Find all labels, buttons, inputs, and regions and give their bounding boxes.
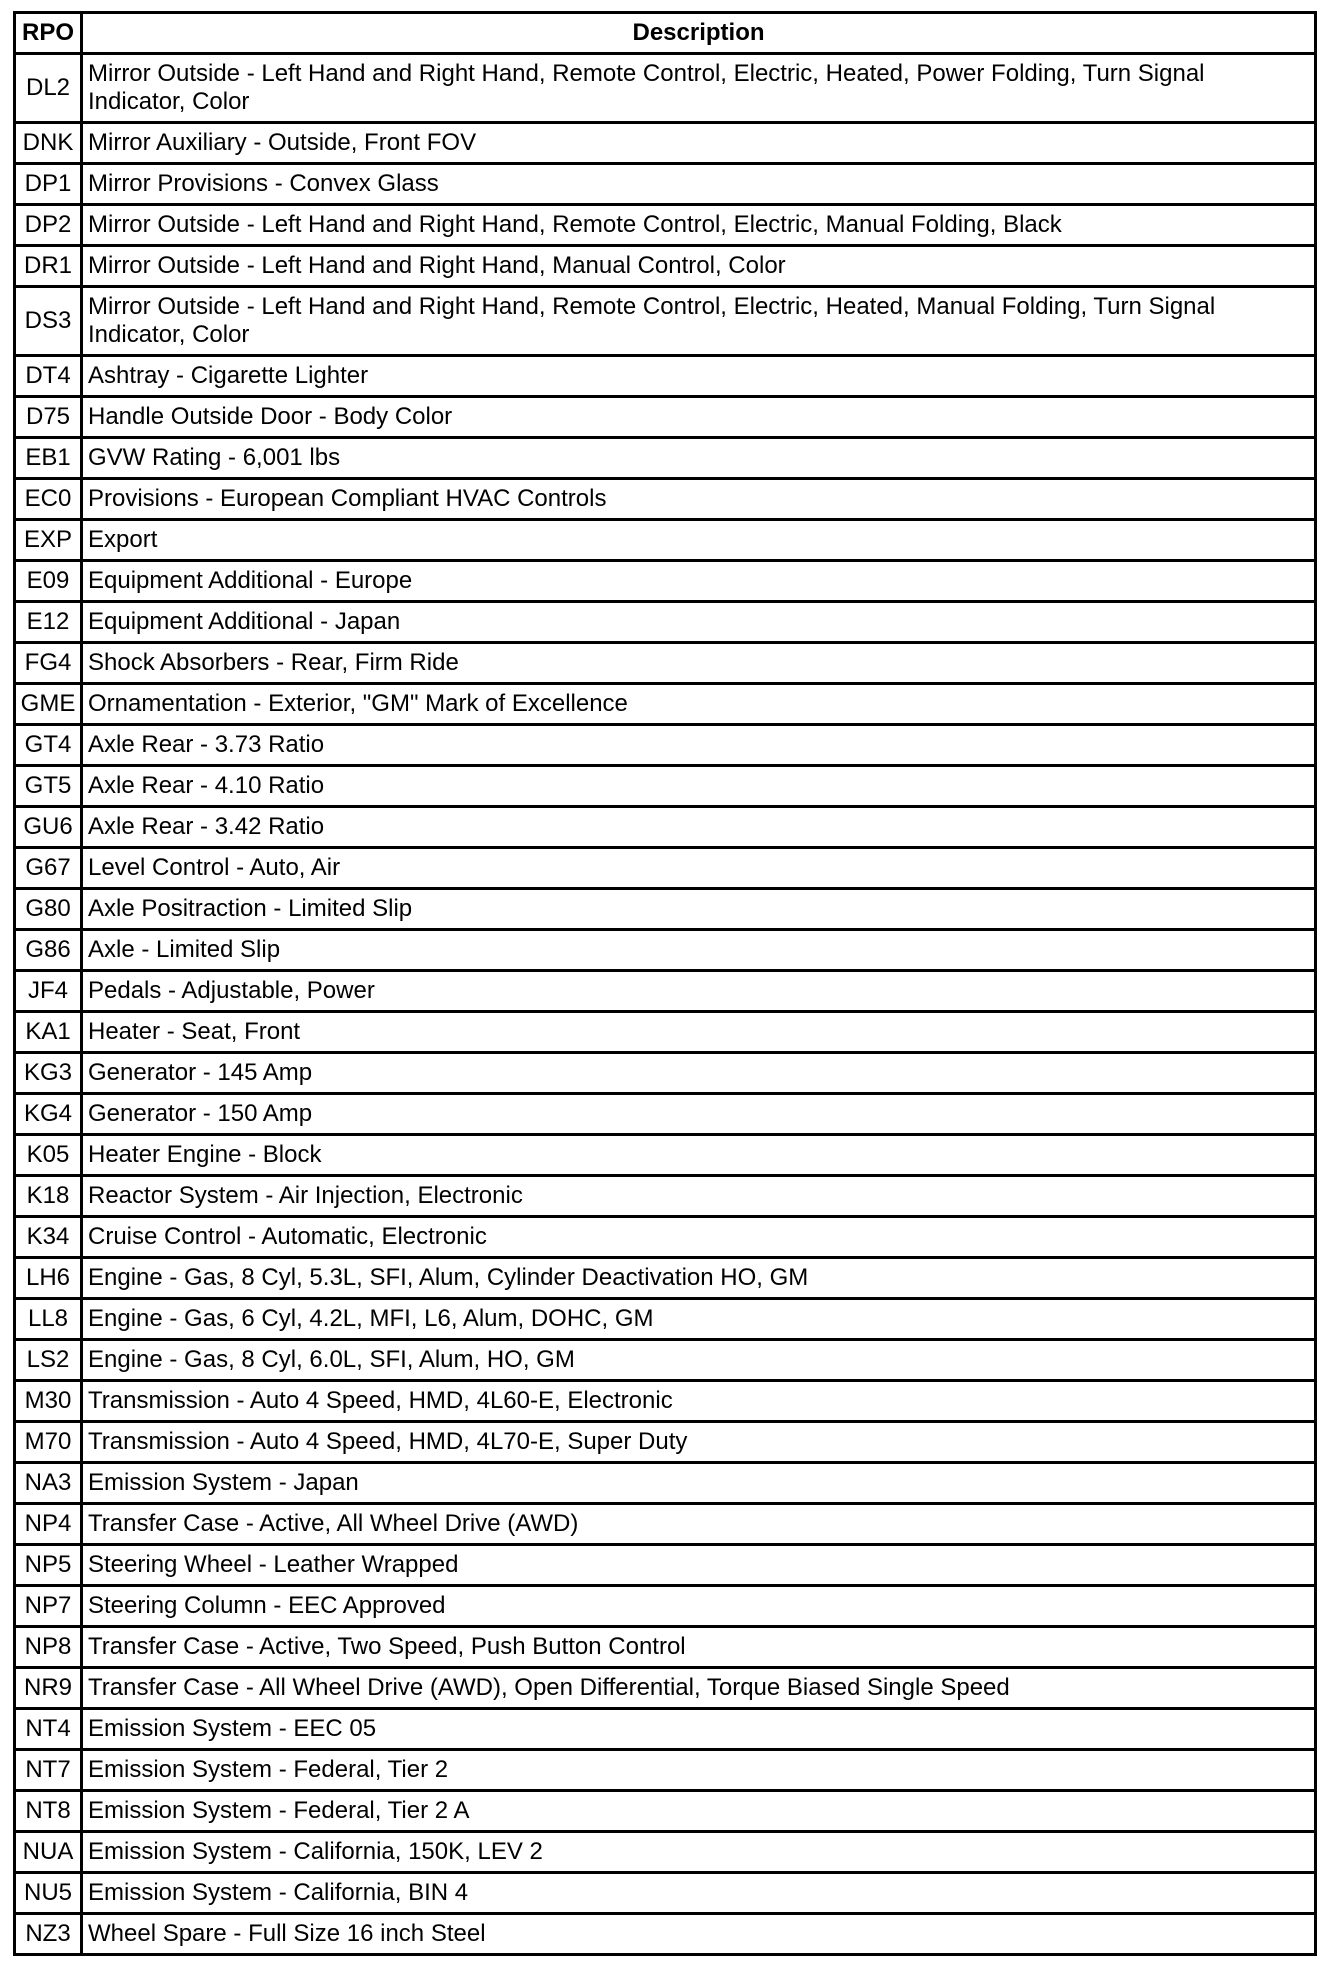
table-row [15, 287, 1316, 356]
rpo-description: Provisions - European Compliant HVAC Controls [82, 479, 1316, 520]
rpo-code: EB1 [15, 438, 82, 479]
rpo-description: Transfer Case - All Wheel Drive (AWD), Open Differential, Torque Biased Single Speed [82, 1668, 1316, 1709]
rpo-code: LL8 [15, 1299, 82, 1340]
rpo-code: M70 [15, 1422, 82, 1463]
rpo-description: Engine - Gas, 8 Cyl, 5.3L, SFI, Alum, Cylinder Deactivation HO, GM [82, 1258, 1316, 1299]
rpo-description: Transmission - Auto 4 Speed, HMD, 4L60-E, Electronic [82, 1381, 1316, 1422]
rpo-code: M30 [15, 1381, 82, 1422]
table-row [15, 356, 1316, 397]
rpo-description: Steering Wheel - Leather Wrapped [82, 1545, 1316, 1586]
rpo-code: KG4 [15, 1094, 82, 1135]
rpo-description: Steering Column - EEC Approved [82, 1586, 1316, 1627]
rpo-code: JF4 [15, 971, 82, 1012]
rpo-code: GME [15, 684, 82, 725]
rpo-description: Axle - Limited Slip [82, 930, 1316, 971]
rpo-code: DP2 [15, 205, 82, 246]
rpo-code: DNK [15, 123, 82, 164]
rpo-description: Equipment Additional - Europe [82, 561, 1316, 602]
table-row [15, 1299, 1316, 1340]
table-row [15, 164, 1316, 205]
table-row [15, 246, 1316, 287]
rpo-code: K18 [15, 1176, 82, 1217]
table-row [15, 479, 1316, 520]
rpo-code: GT5 [15, 766, 82, 807]
rpo-description: Generator - 145 Amp [82, 1053, 1316, 1094]
rpo-code: G67 [15, 848, 82, 889]
rpo-code: NT8 [15, 1791, 82, 1832]
rpo-code: GU6 [15, 807, 82, 848]
rpo-description: Transfer Case - Active, Two Speed, Push Button Control [82, 1627, 1316, 1668]
table-row [15, 602, 1316, 643]
rpo-code: EC0 [15, 479, 82, 520]
table-row [15, 1545, 1316, 1586]
table-row [15, 1094, 1316, 1135]
rpo-description: Axle Rear - 4.10 Ratio [82, 766, 1316, 807]
rpo-description: Axle Positraction - Limited Slip [82, 889, 1316, 930]
rpo-description: Generator - 150 Amp [82, 1094, 1316, 1135]
header-rpo: RPO [15, 13, 82, 54]
rpo-code: KA1 [15, 1012, 82, 1053]
table-row [15, 1340, 1316, 1381]
table-row [15, 807, 1316, 848]
table-row [15, 971, 1316, 1012]
rpo-description: Heater - Seat, Front [82, 1012, 1316, 1053]
table-row [15, 438, 1316, 479]
rpo-description: Engine - Gas, 8 Cyl, 6.0L, SFI, Alum, HO, GM [82, 1340, 1316, 1381]
header-description: Description [82, 13, 1316, 54]
rpo-code: D75 [15, 397, 82, 438]
rpo-description: Mirror Outside - Left Hand and Right Hand, Remote Control, Electric, Manual Folding, Black [82, 205, 1316, 246]
rpo-description: Equipment Additional - Japan [82, 602, 1316, 643]
table-row [15, 1791, 1316, 1832]
table-row [15, 1258, 1316, 1299]
table-row [15, 725, 1316, 766]
rpo-code: NP8 [15, 1627, 82, 1668]
table-row [15, 1709, 1316, 1750]
table-row [15, 561, 1316, 602]
table-row [15, 1422, 1316, 1463]
table-row [15, 123, 1316, 164]
rpo-code: DS3 [15, 287, 82, 356]
table-row [15, 1914, 1316, 1955]
rpo-code: NP4 [15, 1504, 82, 1545]
rpo-description: Engine - Gas, 6 Cyl, 4.2L, MFI, L6, Alum, DOHC, GM [82, 1299, 1316, 1340]
rpo-code: NR9 [15, 1668, 82, 1709]
rpo-description: Emission System - EEC 05 [82, 1709, 1316, 1750]
rpo-description: Mirror Provisions - Convex Glass [82, 164, 1316, 205]
rpo-code: G80 [15, 889, 82, 930]
rpo-code: FG4 [15, 643, 82, 684]
rpo-code: E09 [15, 561, 82, 602]
table-row [15, 643, 1316, 684]
table-row [15, 520, 1316, 561]
table-row [15, 1832, 1316, 1873]
table-row [15, 1627, 1316, 1668]
rpo-description: Mirror Auxiliary - Outside, Front FOV [82, 123, 1316, 164]
table-row [15, 766, 1316, 807]
rpo-code: LS2 [15, 1340, 82, 1381]
table-row [15, 930, 1316, 971]
rpo-code: K34 [15, 1217, 82, 1258]
rpo-description: Mirror Outside - Left Hand and Right Hand, Manual Control, Color [82, 246, 1316, 287]
rpo-code: NT7 [15, 1750, 82, 1791]
rpo-code: NP7 [15, 1586, 82, 1627]
table-row [15, 1750, 1316, 1791]
rpo-code: DT4 [15, 356, 82, 397]
rpo-code: GT4 [15, 725, 82, 766]
rpo-description: Axle Rear - 3.73 Ratio [82, 725, 1316, 766]
table-row [15, 1012, 1316, 1053]
rpo-description: Shock Absorbers - Rear, Firm Ride [82, 643, 1316, 684]
rpo-description: Ornamentation - Exterior, "GM" Mark of Excellence [82, 684, 1316, 725]
rpo-code: K05 [15, 1135, 82, 1176]
rpo-code: NT4 [15, 1709, 82, 1750]
rpo-description: Emission System - California, 150K, LEV 2 [82, 1832, 1316, 1873]
table-row [15, 1176, 1316, 1217]
rpo-description: Mirror Outside - Left Hand and Right Hand, Remote Control, Electric, Heated, Power Folding, Turn Signal Indicator, Color [82, 54, 1316, 123]
table-row [15, 397, 1316, 438]
rpo-code: NZ3 [15, 1914, 82, 1955]
table-row [15, 889, 1316, 930]
rpo-description: Reactor System - Air Injection, Electronic [82, 1176, 1316, 1217]
rpo-code: NUA [15, 1832, 82, 1873]
rpo-description: Pedals - Adjustable, Power [82, 971, 1316, 1012]
rpo-description: Handle Outside Door - Body Color [82, 397, 1316, 438]
header-row [15, 13, 1316, 54]
rpo-description: Emission System - Federal, Tier 2 A [82, 1791, 1316, 1832]
table-row [15, 1504, 1316, 1545]
table-row [15, 1873, 1316, 1914]
table-row [15, 1463, 1316, 1504]
rpo-code: EXP [15, 520, 82, 561]
rpo-description: Level Control - Auto, Air [82, 848, 1316, 889]
table-row [15, 1135, 1316, 1176]
rpo-code: G86 [15, 930, 82, 971]
rpo-code: NA3 [15, 1463, 82, 1504]
table-row [15, 848, 1316, 889]
rpo-description: Heater Engine - Block [82, 1135, 1316, 1176]
rpo-description: GVW Rating - 6,001 lbs [82, 438, 1316, 479]
table-row [15, 684, 1316, 725]
rpo-description: Transfer Case - Active, All Wheel Drive (AWD) [82, 1504, 1316, 1545]
rpo-description: Emission System - Japan [82, 1463, 1316, 1504]
rpo-code: KG3 [15, 1053, 82, 1094]
rpo-description: Export [82, 520, 1316, 561]
rpo-description: Mirror Outside - Left Hand and Right Hand, Remote Control, Electric, Heated, Manual Folding, Turn Signal Indicator, Color [82, 287, 1316, 356]
table-row [15, 54, 1316, 123]
rpo-description: Cruise Control - Automatic, Electronic [82, 1217, 1316, 1258]
table-row [15, 1053, 1316, 1094]
rpo-table [13, 11, 1317, 1956]
rpo-code: NU5 [15, 1873, 82, 1914]
rpo-description: Transmission - Auto 4 Speed, HMD, 4L70-E, Super Duty [82, 1422, 1316, 1463]
rpo-code: LH6 [15, 1258, 82, 1299]
rpo-code: DP1 [15, 164, 82, 205]
rpo-description: Emission System - Federal, Tier 2 [82, 1750, 1316, 1791]
rpo-description: Wheel Spare - Full Size 16 inch Steel [82, 1914, 1316, 1955]
table-row [15, 1381, 1316, 1422]
rpo-code: NP5 [15, 1545, 82, 1586]
rpo-code: DL2 [15, 54, 82, 123]
table-row [15, 1217, 1316, 1258]
rpo-description: Emission System - California, BIN 4 [82, 1873, 1316, 1914]
table-row [15, 205, 1316, 246]
table-row [15, 1586, 1316, 1627]
rpo-description: Ashtray - Cigarette Lighter [82, 356, 1316, 397]
rpo-code: DR1 [15, 246, 82, 287]
rpo-description: Axle Rear - 3.42 Ratio [82, 807, 1316, 848]
table-row [15, 1668, 1316, 1709]
rpo-code: E12 [15, 602, 82, 643]
